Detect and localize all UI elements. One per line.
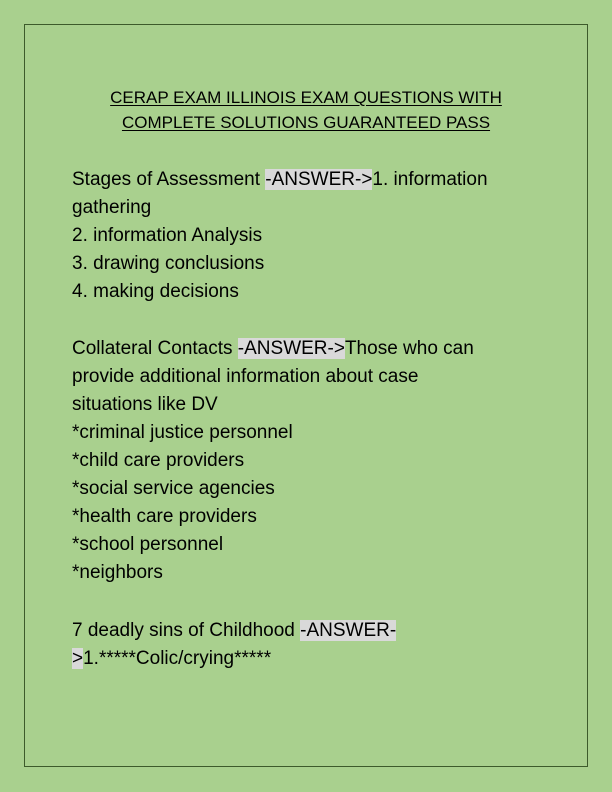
qa-second-line — [72, 645, 542, 673]
qa-answer-line: *neighbors — [72, 562, 163, 583]
qa-answer-line: *school personnel — [72, 534, 224, 555]
qa-answer-line: *social service agencies — [72, 478, 275, 499]
qa-answer-start: 1.*****Colic/crying***** — [83, 648, 272, 669]
qa-item-seven-deadly-sins — [72, 617, 542, 673]
title-line-2: COMPLETE SOLUTIONS GUARANTEED PASS — [121, 113, 491, 132]
qa-term: 7 deadly sins of Childhood — [72, 620, 301, 641]
qa-answer-start: 1. information — [372, 169, 488, 190]
answer-marker: -ANSWER-> — [265, 169, 373, 190]
qa-term: Collateral Contacts — [72, 338, 238, 359]
qa-item-collateral-contacts — [72, 335, 542, 587]
qa-answer-line: situations like DV — [72, 394, 218, 415]
qa-answer-line: gathering — [72, 197, 152, 218]
qa-answer-line: 4. making decisions — [72, 281, 239, 302]
document-title — [24, 85, 588, 135]
qa-first-line — [72, 166, 542, 194]
qa-answer-line: 3. drawing conclusions — [72, 253, 265, 274]
qa-term: Stages of Assessment — [72, 169, 266, 190]
qa-answer-line: provide additional information about case — [72, 366, 419, 387]
qa-first-line — [72, 335, 542, 363]
qa-first-line — [72, 617, 542, 645]
title-line-1: CERAP EXAM ILLINOIS EXAM QUESTIONS WITH — [110, 88, 502, 107]
qa-answer-line: *health care providers — [72, 506, 257, 527]
qa-answer-start: Those who can — [344, 338, 474, 359]
answer-marker-part-2: > — [72, 648, 84, 669]
qa-answer-line: 2. information Analysis — [72, 225, 263, 246]
answer-marker-part-1: -ANSWER- — [300, 620, 397, 641]
qa-item-stages-of-assessment — [72, 166, 542, 306]
qa-answer-line: *child care providers — [72, 450, 245, 471]
qa-answer-line: *criminal justice personnel — [72, 422, 293, 443]
answer-marker: -ANSWER-> — [237, 338, 345, 359]
